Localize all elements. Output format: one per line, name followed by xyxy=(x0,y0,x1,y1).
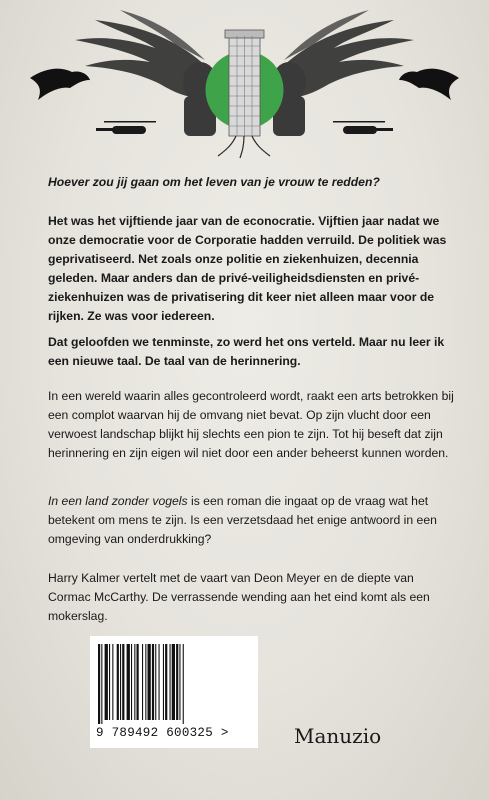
barcode-bar xyxy=(163,644,164,720)
isbn-number: 9 789492 600325 > xyxy=(96,726,229,740)
publisher-logo: Manuzio xyxy=(294,724,382,748)
barcode-bar xyxy=(155,644,156,720)
barcode-bar xyxy=(152,644,154,720)
barcode-bar xyxy=(98,644,100,724)
skyscraper-icon xyxy=(225,30,264,136)
cover-emblem-illustration xyxy=(0,0,489,160)
barcode-bar xyxy=(137,644,139,720)
barcode-bar xyxy=(172,644,175,720)
barcode-bar xyxy=(179,644,180,720)
barcode-bar xyxy=(131,644,132,720)
barcode-bar xyxy=(142,644,143,720)
roots-decoration xyxy=(218,136,270,158)
helicopter-right-icon xyxy=(333,121,393,134)
barcode-bar xyxy=(148,644,151,720)
barcode-bar xyxy=(145,644,146,720)
crow-left-icon xyxy=(30,69,90,100)
blurb-paragraph-4 xyxy=(48,492,458,549)
barcode-bar xyxy=(134,644,135,720)
blurb-paragraph-4-text: is een roman die ingaat op de vraag wat het betekent om mens te zijn. Is een verzetsdaad het enige antwoord in een omgeving van onderdrukking? xyxy=(48,494,437,546)
isbn-barcode xyxy=(90,636,258,748)
barcode-bar xyxy=(117,644,119,720)
barcode-bar xyxy=(122,644,124,720)
barcode-bars xyxy=(98,644,250,724)
barcode-bar xyxy=(170,644,171,720)
barcode-bar xyxy=(159,644,160,720)
crow-right-icon xyxy=(399,69,459,100)
tagline: Hoever zou jij gaan om het leven van je vrouw te redden? xyxy=(48,175,380,189)
barcode-bar xyxy=(176,644,178,720)
barcode-bar xyxy=(105,644,108,720)
blurb-paragraph-2: Dat geloofden we tenminste, zo werd het ons verteld. Maar nu leer ik een nieuwe taal. De taal van de herinnering. xyxy=(48,335,445,368)
blurb-paragraph-5: Harry Kalmer vertelt met de vaart van Deon Meyer en de diepte van Cormac McCarthy. De verrassende wending aan het eind komt als een mokerslag. xyxy=(48,571,430,623)
barcode-bar xyxy=(109,644,110,720)
barcode-bar xyxy=(165,644,167,720)
blurb-paragraph-3: In een wereld waarin alles gecontroleerd wordt, raakt een arts betrokken bij een complot waarvan hij de omvang niet bevat. Op zijn vlucht door een verwoest landschap blijkt hij slechts een pion te zijn. Tot hij beseft dat zijn herinnering en zijn eigen wil niet door een ander beheerst kunnen worden. xyxy=(48,389,454,460)
barcode-bar xyxy=(112,644,113,720)
barcode-bar xyxy=(101,644,102,724)
book-title: In een land zonder vogels xyxy=(48,494,188,508)
barcode-bar xyxy=(120,644,121,720)
helicopter-left-icon xyxy=(96,121,156,134)
blurb-paragraph-1: Het was het vijftiende jaar van de econocratie. Vijftien jaar nadat we onze democratie voor de Corporatie hadden verruild. De politiek was geprivatiseerd. Net zoals onze politie en ziekenhuizen, decennia geleden. Maar anders dan de privé-veiligheidsdiensten en privé-ziekenhuizen was de privatisering dit keer niet alleen maar voor de rijken. Ze was voor iedereen. xyxy=(48,214,447,323)
barcode-bar xyxy=(127,644,130,720)
barcode-bar xyxy=(183,644,184,724)
